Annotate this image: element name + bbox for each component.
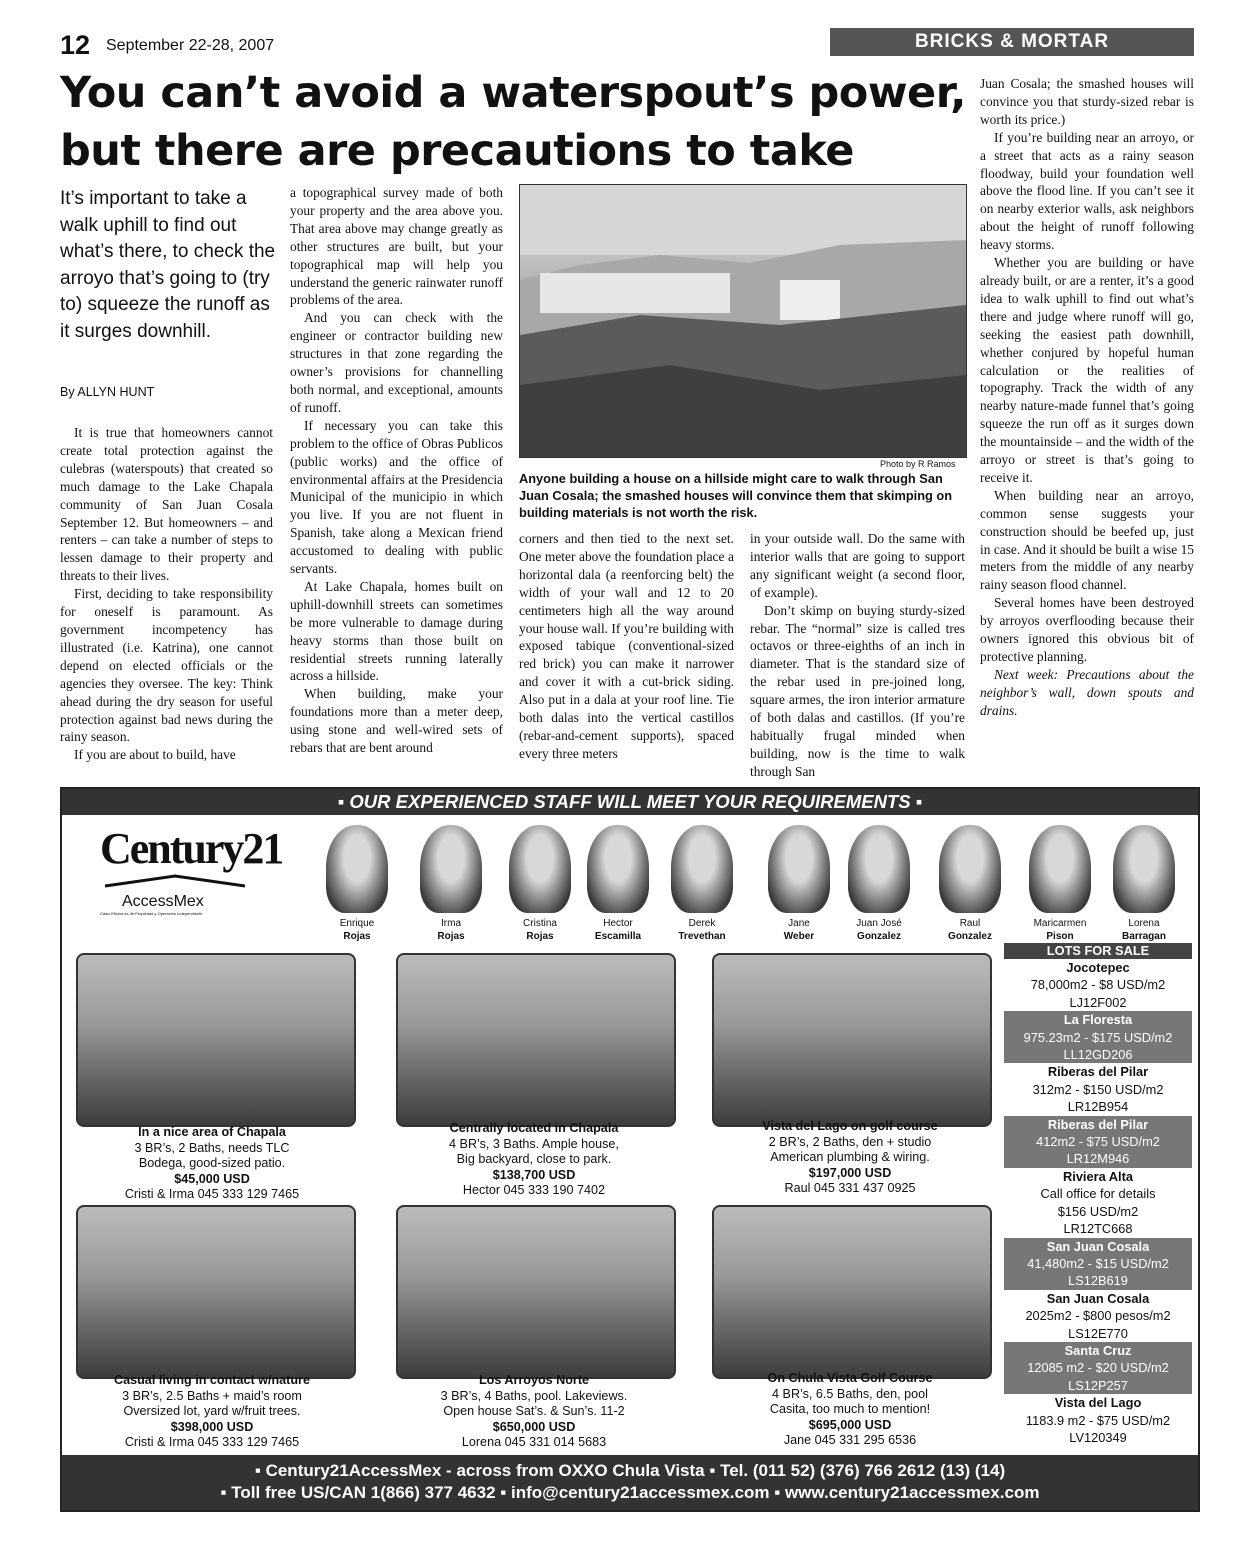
agent-first-name: Jane [788,918,810,929]
agent-last-name: Weber [783,931,815,942]
property-listing [62,1373,362,1451]
article-column-1 [60,424,273,764]
property-listing [384,1373,684,1451]
property-contact: Cristi & Irma 045 333 129 7465 [124,1187,300,1201]
agent-portrait [420,825,482,913]
paragraph: Juan Cosala; the smashed houses will convince you that sturdy-sized rebar is worth its price.) [980,76,1194,127]
property-detail: 3 BR’s, 4 Baths, pool. Lakeviews. [440,1388,628,1403]
agent-portrait [509,825,571,913]
lot-price: 975.23m2 - $175 USD/m2 [1023,1029,1173,1045]
ad-contact-footer [62,1455,1198,1510]
lot-listing [1004,959,1192,1011]
agent-portrait [939,825,1001,913]
property-detail: 4 BR’s, 6.5 Baths, den, pool [772,1386,928,1401]
property-title: On Chula Vista Golf Course [767,1371,933,1385]
paragraph: When building near an arroyo, common sense suggests your construction should be beefed up, just in case. And it should be built a wise 15 meters from the middle of any nearby rainy season flood channel. [980,487,1194,593]
paragraph: And you can check with the engineer or contractor building new structures in that zone regarding the owner’s provisions for channelling both normal, and exceptional, amounts of runoff. [290,310,503,415]
photo-credit: Photo by R Ramos [880,459,956,469]
lot-code: LL12GD206 [1063,1047,1133,1063]
lot-price: $156 USD/m2 [1057,1203,1139,1219]
agent-first-name: Raul [959,918,981,929]
agent [1015,825,1105,943]
lot-listing [1004,1116,1192,1168]
property-detail: Bodega, good-sized patio. [138,1156,286,1170]
paragraph: Don’t skimp on buying sturdy-sized rebar. The “normal” size is called tres octavos or three-eighths of an inch in diameter. That is the standard size of the rebar used in pre-joined long, square armes, the iron interior armature of both dalas and castillos. (If you’re habitually frugal minded when building, now is the time to walk through San [750,602,965,779]
agent-portrait [326,825,388,913]
lot-code: LS12E770 [1068,1325,1128,1341]
ad-banner: ▪ OUR EXPERIENCED STAFF WILL MEET YOUR REQUIREMENTS ▪ [62,789,1198,815]
property-listing [700,1119,1000,1197]
lot-code: LS12P257 [1068,1377,1128,1393]
property-photo [396,1205,676,1379]
property-detail: 3 BR’s, 2 Baths, needs TLC [134,1140,290,1155]
agent [834,825,924,943]
property-price: $695,000 USD [808,1417,892,1432]
property-contact: Jane 045 331 295 6536 [783,1433,917,1447]
agent-portrait [1029,825,1091,913]
property-photo [712,953,992,1127]
agent [406,825,496,943]
agent-last-name: Rojas [343,931,371,942]
agent [925,825,1015,943]
agent-portrait [848,825,910,913]
agent-last-name: Barragan [1122,931,1166,942]
property-title: Centrally located in Chapala [449,1121,619,1135]
agent [573,825,663,943]
agent-portrait [587,825,649,913]
property-detail: American plumbing & wiring. [770,1150,930,1164]
lot-price: 412m2 - $75 USD/m2 [1036,1134,1160,1150]
article-column-4 [750,530,965,781]
lot-location: Riviera Alta [1063,1168,1133,1184]
hillside-photo-illustration [520,185,966,457]
paragraph: in your outside wall. Do the same with interior walls that are going to support any significant weight (a second floor, of example). [750,531,965,600]
headline-line-2: but there are precautions to take [60,126,854,176]
agent-first-name: Juan José [856,918,902,929]
agent-last-name: Gonzalez [948,931,992,942]
agent-first-name: Enrique [339,918,375,929]
paragraph: When building, make your foundations more than a meter deep, using stone and well-wired sets of rebars that are bent around [290,686,503,756]
property-photo [76,1205,356,1379]
property-contact: Raul 045 331 437 0925 [784,1181,916,1195]
property-title: In a nice area of Chapala [138,1125,286,1139]
lot-code: LJ12F002 [1069,994,1127,1010]
agent [754,825,844,943]
house-roof-icon [100,874,250,888]
property-detail: Oversized lot, yard w/fruit trees. [123,1404,301,1418]
agent-first-name: Lorena [1128,918,1160,929]
agent [1099,825,1189,943]
paragraph: At Lake Chapala, homes built on uphill-downhill streets can sometimes be more vulnerable to damage during heavy storms than those built on residential streets running laterally across a hillside. [290,578,503,684]
property-price: $138,700 USD [492,1167,576,1182]
lot-location: Vista del Lago [1054,1395,1142,1411]
property-detail: Big backyard, close to park. [456,1152,612,1166]
logo-wordmark: Century21 [100,824,283,873]
page-number: 12 [60,30,91,60]
lot-code: LV120349 [1069,1429,1127,1445]
lot-price: 312m2 - $150 USD/m2 [1032,1081,1164,1097]
photo-caption: Anyone building a house on a hillside might care to walk through San Juan Cosala; the smashed houses will convince them that skimping on building materials is not worth the risk. [519,471,953,520]
agent-last-name: Trevethan [678,931,726,942]
property-price: $45,000 USD [174,1171,250,1186]
lot-code: LS12B619 [1068,1273,1128,1289]
lots-header: LOTS FOR SALE [1004,943,1192,959]
property-title: Vista del Lago on golf course [762,1119,938,1133]
lot-location: Riberas del Pilar [1047,1116,1149,1132]
headline [60,64,970,180]
property-title: Casual living in contact w/nature [114,1373,310,1387]
lot-price: 12085 m2 - $20 USD/m2 [1027,1360,1169,1376]
paragraph: Several homes have been destroyed by arroyos overflooding because their owners ignored this obvious bit of protective planning. [980,595,1194,664]
property-price: $398,000 USD [170,1419,254,1434]
property-detail: Casita, too much to mention! [769,1402,931,1416]
agent-first-name: Maricarmen [1033,918,1087,929]
property-listing [700,1371,1000,1449]
property-detail: 4 BR’s, 3 Baths. Ample house, [449,1136,619,1151]
lot-listing [1004,1394,1192,1446]
paragraph: If you are about to build, have [74,747,236,763]
lot-listing [1004,1238,1192,1290]
article-column-5 [980,75,1194,720]
lot-listing [1004,1168,1192,1238]
logo-office-name: AccessMex [122,893,204,910]
agent-first-name: Derek [688,918,716,929]
lot-location: Jocotepec [1066,960,1130,975]
agent-last-name: Pison [1046,931,1074,942]
property-photo [76,953,356,1127]
lot-price: 1183.9 m2 - $75 USD/m2 [1025,1412,1171,1428]
byline: By ALLYN HUNT [60,385,155,399]
issue-date: September 22-28, 2007 [106,37,275,54]
contact-line-2: ▪ Toll free US/CAN 1(866) 377 4632 ▪ info@century21accessmex.com ▪ www.century21accessmex.com [220,1483,1040,1502]
property-detail: 2 BR’s, 2 Baths, den + studio [768,1134,932,1149]
lot-listing [1004,1342,1192,1394]
property-contact: Cristi & Irma 045 333 129 7465 [124,1435,300,1449]
article-column-3 [519,530,734,763]
section-label: BRICKS & MORTAR [830,28,1194,56]
property-photo [712,1205,992,1379]
agent-portrait [671,825,733,913]
lot-price: 78,000m2 - $8 USD/m2 [1030,977,1166,993]
lot-code: LR12TC668 [1063,1221,1133,1237]
logo-tagline: Cada Oficina es de Propiedad y Operación Independiente [100,911,203,916]
agent [657,825,747,943]
next-week-note: Next week: Precautions about the neighbor’s wall, down spouts and drains. [980,666,1194,718]
agent-first-name: Hector [603,918,633,929]
lot-detail: Call office for details [1040,1186,1156,1202]
agent-last-name: Rojas [526,931,554,942]
agent-last-name: Escamilla [594,931,642,942]
lot-location: Riberas del Pilar [1047,1064,1149,1080]
property-photo [396,953,676,1127]
lot-code: LR12M946 [1066,1151,1130,1167]
paragraph: If necessary you can take this problem to the office of Obras Publicos (public works) and the office of environmental affairs at the Presidencia Municipal of the municipio in which you live. If you are not fluent in Spanish, take along a Mexican friend accustomed to dealing with public servants. [290,417,503,577]
lot-location: Santa Cruz [1064,1342,1132,1358]
lot-listing [1004,1063,1192,1115]
paragraph: First, deciding to take responsibility for oneself is paramount. As government incompetency has illustrated (i.e. Katrina), one cannot depend on elected officials or the agencies they oversee. The key: Think ahead during the dry season for useful protection against bad news during the rainy season. [60,586,273,745]
agent-portrait [768,825,830,913]
century21-advertisement [60,787,1200,1512]
property-listing [384,1121,684,1199]
property-contact: Hector 045 333 190 7402 [462,1183,606,1197]
century21-logo [100,823,290,916]
lot-location: San Juan Cosala [1046,1290,1150,1306]
agent-first-name: Cristina [523,918,557,929]
lot-location: La Floresta [1063,1012,1133,1028]
lots-for-sale-panel [1004,943,1192,1446]
property-price: $197,000 USD [808,1165,892,1180]
article-photo [519,184,967,458]
property-price: $650,000 USD [492,1419,576,1434]
agent-portrait [1113,825,1175,913]
agent [495,825,585,943]
lot-listing [1004,1011,1192,1063]
article-column-2 [290,184,503,757]
paragraph: corners and then tied to the next set. One meter above the foundation place a horizontal dala (a reenforcing belt) the width of your wall and 12 to 20 centimeters high all the way around your house wall. If you’re building with exposed tabique (conventional-sized red brick) you can make it narrower and cover it with a cut-brick siding. Also put in a dala at your roof line. Tie both dalas into the vertical castillos (rebar-and-cement supports), spaced every three meters [519,531,734,761]
contact-line-1: ▪ Century21AccessMex - across from OXXO Chula Vista ▪ Tel. (011 52) (376) 766 2612 (13) (14) [254,1461,1006,1480]
lot-price: 2025m2 - $800 pesos/m2 [1025,1308,1171,1324]
paragraph: a topographical survey made of both your property and the area above you. That area above may change greatly as other structures are built, but your topographical map will help you understand the generic rainwater runoff problems of the area. [290,185,503,308]
property-detail: 3 BR’s, 2.5 Baths + maid’s room [122,1388,302,1403]
property-listing [62,1125,362,1203]
paragraph: If you’re building near an arroyo, or a street that acts as a rainy season floodway, build your foundation well above the flood line. If you can’t see it on nearby exterior walls, ask neighbors about the height of runoff following heavy storms. [980,129,1194,253]
agent-last-name: Gonzalez [857,931,901,942]
deck: It’s important to take a walk uphill to find out what’s there, to check the arroyo that’s going to (try to) squeeze the runoff as it surges downhill. [60,188,276,342]
headline-line-1: You can’t avoid a waterspout’s power, [60,68,966,118]
property-contact: Lorena 045 331 014 5683 [461,1435,607,1449]
agent-last-name: Rojas [437,931,465,942]
agent [312,825,402,943]
lot-price: 41,480m2 - $15 USD/m2 [1027,1255,1169,1271]
property-detail: Open house Sat’s. & Sun’s. 11-2 [443,1404,625,1418]
agent-first-name: Irma [441,918,461,929]
paragraph: It is true that homeowners cannot create total protection against the culebras (waterspouts) that created so much damage to the Lake Chapala community of San Juan Cosala September 12. But homeowners – and renters – can take a number of steps to lessen damage to their property and threats to their lives. [60,425,273,584]
lot-listing [1004,1290,1192,1342]
lot-code: LR12B954 [1067,1099,1129,1115]
property-title: Los Arroyos Norte [478,1373,590,1387]
lot-location: San Juan Cosala [1046,1238,1150,1254]
paragraph: Whether you are building or have already built, or are a renter, it’s a good idea to walk uphill to find out what’s there and judge where runoff will go, seeking the easiest path downhill, whether conjured by hopeful human calculation or the realities of topography. Track the width of any nearby nature-made funnel that’s going squeeze the run off as it surges down the mountainside – and the width of the arroyo or street is that’s going to receive it. [980,255,1194,485]
